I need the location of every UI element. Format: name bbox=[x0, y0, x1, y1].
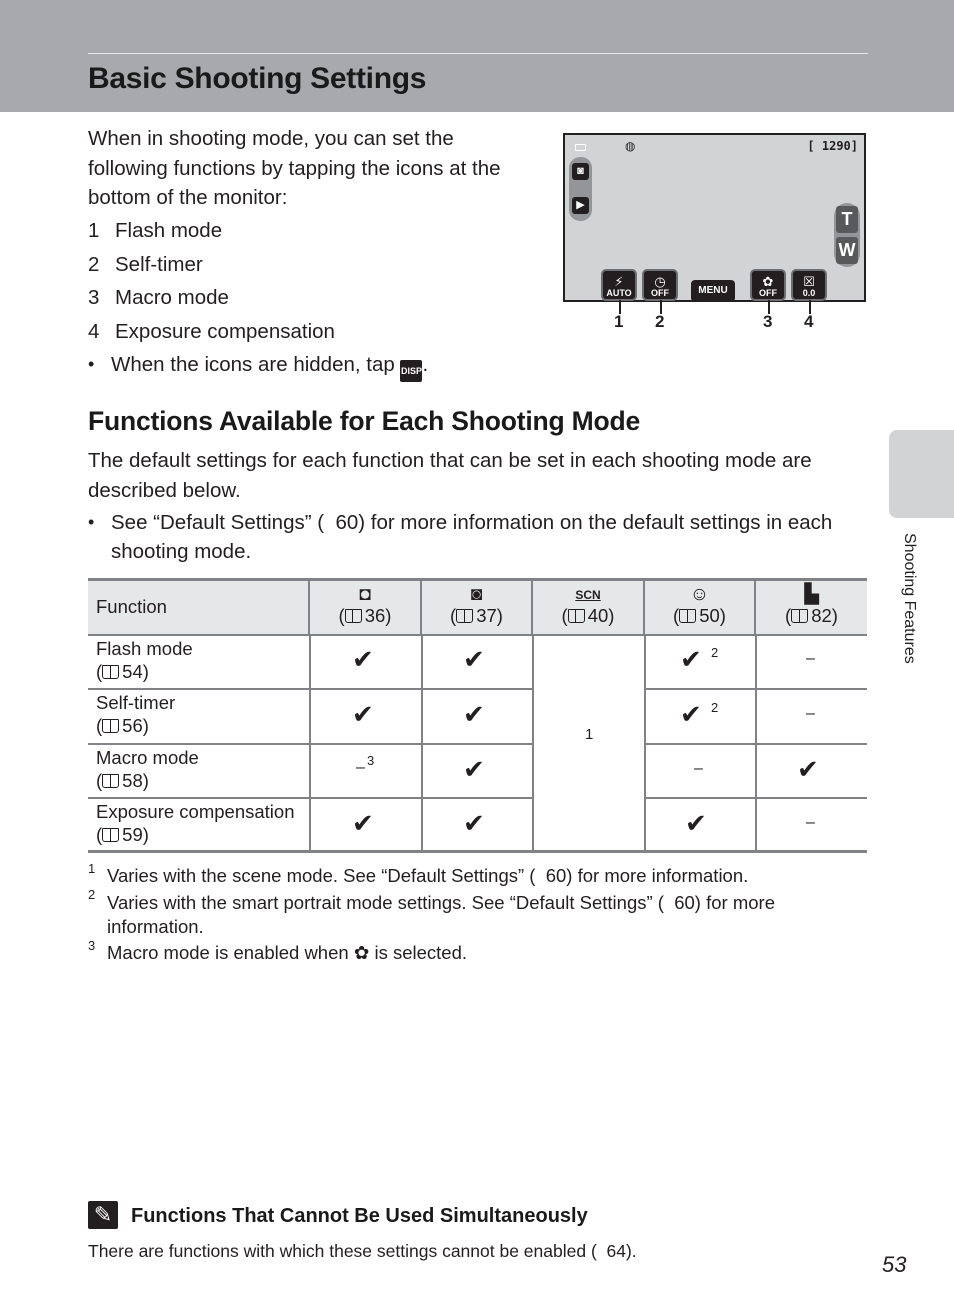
check-icon: ✔ bbox=[685, 808, 707, 838]
movie-mode-icon: ▙ bbox=[804, 584, 819, 605]
hidden-icons-bullet: • When the icons are hidden, tap DISP. bbox=[88, 350, 428, 382]
column-divider bbox=[755, 634, 757, 850]
check-icon: ✔ bbox=[352, 808, 374, 838]
page-title: Basic Shooting Settings bbox=[88, 62, 427, 95]
row-rule bbox=[88, 797, 533, 799]
footnote-3: Macro mode is enabled when ✿ is selected. bbox=[107, 942, 468, 963]
check-icon: ✔ bbox=[463, 808, 485, 838]
footnote-ref: 2 bbox=[711, 645, 719, 660]
vibration-reduction-icon: ◍ bbox=[625, 139, 636, 153]
column-divider bbox=[532, 634, 534, 850]
flash-icon: ⚡ bbox=[614, 274, 624, 289]
footnote-number: 2 bbox=[88, 887, 96, 902]
book-icon bbox=[568, 609, 585, 623]
dash: – bbox=[694, 760, 703, 777]
check-icon: ✔ bbox=[680, 699, 702, 729]
exposure-icon: ☒ bbox=[803, 274, 815, 289]
row-label-exposure: Exposure compensation ( 59) bbox=[96, 801, 295, 845]
book-icon bbox=[102, 665, 119, 679]
column-header-auto: ◘ ( 36) bbox=[310, 581, 422, 634]
scene-mode-icon: SCN bbox=[575, 588, 601, 602]
row-rule bbox=[645, 797, 867, 799]
self-timer-icon: ◷ bbox=[654, 274, 666, 289]
row-rule bbox=[88, 743, 533, 745]
column-header-movie: ▙ ( 82) bbox=[756, 581, 867, 634]
function-column-header: Function bbox=[88, 581, 310, 634]
dash: – bbox=[806, 650, 815, 667]
dash: – bbox=[806, 814, 815, 831]
callout-number: 4 bbox=[804, 312, 814, 331]
column-divider bbox=[309, 634, 311, 850]
section-description: The default settings for each function that can be set in each shooting mode are described below. bbox=[88, 449, 812, 502]
check-icon: ✔ bbox=[463, 644, 485, 674]
book-icon bbox=[345, 609, 362, 623]
exposure-count: [ 1290] bbox=[807, 139, 858, 153]
self-timer-button[interactable]: ◷ OFF bbox=[642, 269, 678, 301]
row-rule bbox=[88, 688, 533, 690]
dash: – bbox=[356, 759, 365, 776]
row-rule bbox=[645, 688, 867, 690]
smart-portrait-icon: ☺ bbox=[689, 584, 710, 605]
header-rule bbox=[88, 53, 868, 54]
list-item: 1 Flash mode bbox=[88, 219, 223, 242]
column-header-smart-portrait: ☺ ( 50) bbox=[645, 581, 756, 634]
page-number: 53 bbox=[882, 1252, 907, 1277]
macro-mode-button[interactable]: ✿ OFF bbox=[750, 269, 786, 301]
battery-icon bbox=[575, 144, 586, 151]
footnote-ref: 3 bbox=[367, 753, 375, 768]
functions-table bbox=[88, 578, 867, 854]
book-icon bbox=[791, 609, 808, 623]
check-icon: ✔ bbox=[463, 699, 485, 729]
section-title: Functions Available for Each Shooting Mode bbox=[88, 406, 641, 436]
note-pencil-icon: ✎ bbox=[88, 1201, 118, 1229]
table-bottom-rule bbox=[88, 850, 867, 853]
disp-icon[interactable]: DISP bbox=[400, 360, 422, 382]
row-rule bbox=[88, 634, 867, 636]
default-settings-bullet: • See “Default Settings” ( 60) for more information on the default settings in each shooting mode. bbox=[88, 511, 833, 563]
row-label-macro: Macro mode ( 58) bbox=[96, 747, 199, 791]
macro-icon: ✿ bbox=[353, 942, 370, 963]
zoom-wide-button[interactable]: W bbox=[836, 237, 858, 264]
zoom-tele-button[interactable]: T bbox=[836, 206, 858, 233]
note-title: Functions That Cannot Be Used Simultaneously bbox=[131, 1205, 588, 1227]
footnote-2: Varies with the smart portrait mode settings. See “Default Settings” ( 60) for more information. bbox=[107, 892, 775, 937]
column-divider bbox=[421, 634, 423, 850]
row-label-self-timer: Self-timer ( 56) bbox=[96, 692, 176, 736]
flash-mode-button[interactable]: ⚡ AUTO bbox=[601, 269, 637, 301]
mode-side-buttons bbox=[569, 157, 592, 221]
footnote-number: 3 bbox=[88, 938, 96, 953]
footnote-ref: 2 bbox=[711, 700, 719, 715]
function-list bbox=[88, 216, 335, 351]
monitor-illustration bbox=[563, 133, 866, 302]
column-header-camera: ◙ ( 37) bbox=[422, 581, 533, 634]
list-item: 4 Exposure compensation bbox=[88, 320, 335, 344]
check-icon: ✔ bbox=[797, 754, 819, 784]
dash: – bbox=[806, 705, 815, 722]
column-divider bbox=[644, 634, 646, 850]
book-icon bbox=[102, 774, 119, 788]
list-item: 3 Macro mode bbox=[88, 286, 229, 310]
zoom-control bbox=[834, 203, 860, 267]
intro-paragraph: When in shooting mode, you can set the following functions by tapping the icons at the bottom of the monitor: bbox=[88, 127, 501, 209]
auto-mode-icon: ◘ bbox=[359, 584, 371, 605]
side-tab bbox=[889, 430, 954, 518]
callout-number: 2 bbox=[655, 312, 665, 331]
note-text: There are functions with which these settings cannot be enabled ( 64). bbox=[88, 1241, 637, 1261]
book-icon bbox=[102, 828, 119, 842]
callout-number: 3 bbox=[763, 312, 773, 331]
camera-mode-icon: ◙ bbox=[470, 584, 483, 605]
playback-icon[interactable]: ▶ bbox=[572, 197, 589, 214]
footnote-number: 1 bbox=[88, 861, 96, 876]
column-header-scene: SCN ( 40) bbox=[533, 581, 645, 634]
book-icon bbox=[679, 609, 696, 623]
list-item: 2 Self-timer bbox=[88, 252, 203, 276]
footnote-1: Varies with the scene mode. See “Default Settings” ( 60) for more information. bbox=[107, 865, 749, 886]
check-icon: ✔ bbox=[463, 754, 485, 784]
check-icon: ✔ bbox=[352, 699, 374, 729]
row-rule bbox=[645, 743, 867, 745]
side-tab-label: Shooting Features bbox=[901, 533, 918, 664]
exposure-comp-button[interactable]: ☒ 0.0 bbox=[791, 269, 827, 301]
menu-button[interactable]: MENU bbox=[691, 280, 735, 302]
callout-number: 1 bbox=[614, 312, 624, 331]
camera-icon[interactable]: ◙ bbox=[572, 163, 589, 180]
check-icon: ✔ bbox=[680, 644, 702, 674]
book-icon bbox=[102, 719, 119, 733]
macro-icon: ✿ bbox=[762, 274, 774, 289]
row-label-flash: Flash mode ( 54) bbox=[96, 638, 193, 682]
book-icon bbox=[456, 609, 473, 623]
scene-footnote: 1 bbox=[585, 726, 594, 743]
check-icon: ✔ bbox=[352, 644, 374, 674]
